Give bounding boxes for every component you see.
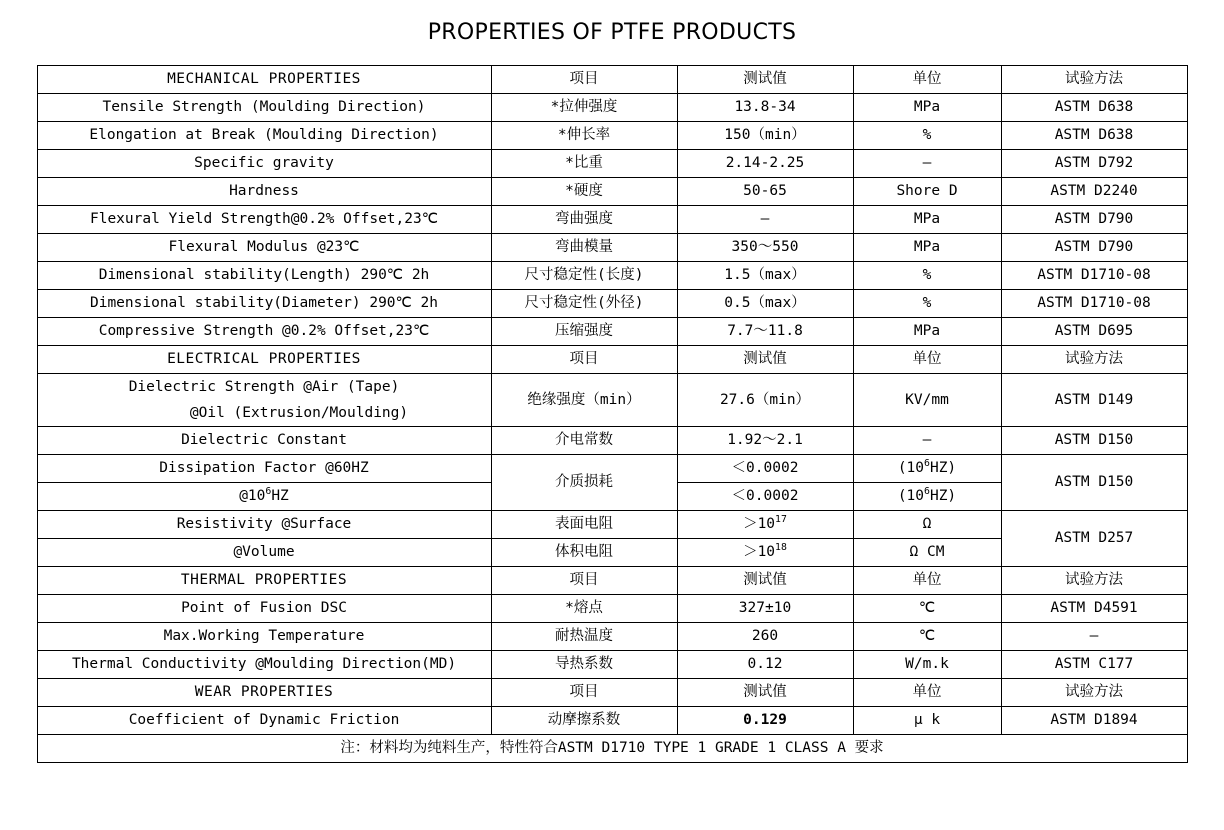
table-row: [37, 94, 1187, 122]
page-title: PROPERTIES OF PTFE PRODUCTS: [427, 20, 797, 45]
property-name-cn: 尺寸稳定性(外径): [491, 290, 677, 318]
table-section-header-electrical: [37, 346, 1187, 374]
table-row: [37, 234, 1187, 262]
property-name-cn: 尺寸稳定性(长度): [491, 262, 677, 290]
table-row: [37, 511, 1187, 539]
table-section-header-thermal: [37, 567, 1187, 595]
property-name-cn: 介电常数: [491, 427, 677, 455]
table-row: [37, 290, 1187, 318]
property-unit: %: [853, 262, 1001, 290]
property-name: Hardness: [37, 178, 491, 206]
property-value: 1.5（max）: [677, 262, 853, 290]
property-unit: ℃: [853, 595, 1001, 623]
property-unit: MPa: [853, 318, 1001, 346]
value-prefix: ＞10: [743, 516, 776, 533]
column-header-method: 试验方法: [1001, 66, 1187, 94]
column-header-method: 试验方法: [1001, 679, 1187, 707]
property-unit: Shore D: [853, 178, 1001, 206]
column-header-unit: 单位: [853, 346, 1001, 374]
property-name-line1: Dielectric Strength @Air (Tape): [128, 379, 400, 395]
section-title-thermal: THERMAL PROPERTIES: [37, 567, 491, 595]
property-method: ASTM D638: [1001, 94, 1187, 122]
table-row: [37, 122, 1187, 150]
property-unit: %: [853, 122, 1001, 150]
property-name-cn: 绝缘强度（min）: [491, 374, 677, 427]
property-value: —: [677, 206, 853, 234]
property-name: Max.Working Temperature: [37, 623, 491, 651]
value-prefix: ＞10: [743, 544, 776, 561]
value-exponent: 18: [775, 542, 787, 554]
column-header-unit: 单位: [853, 679, 1001, 707]
column-header-value: 测试值: [677, 679, 853, 707]
property-name-cn: 导热系数: [491, 651, 677, 679]
property-unit: W/m.k: [853, 651, 1001, 679]
section-title-electrical: ELECTRICAL PROPERTIES: [37, 346, 491, 374]
property-name-cn: 动摩擦系数: [491, 707, 677, 735]
property-name: Dielectric Constant: [37, 427, 491, 455]
property-method: ASTM D4591: [1001, 595, 1187, 623]
property-name: Point of Fusion DSC: [37, 595, 491, 623]
property-name: [37, 483, 491, 511]
property-value: [677, 511, 853, 539]
property-method: ASTM D2240: [1001, 178, 1187, 206]
table-row: [37, 206, 1187, 234]
table-row: [37, 150, 1187, 178]
property-value: 150（min）: [677, 122, 853, 150]
property-name: Thermal Conductivity @Moulding Direction(MD): [37, 651, 491, 679]
property-name: @Volume: [37, 539, 491, 567]
property-unit: Ω CM: [853, 539, 1001, 567]
table-row: [37, 455, 1187, 483]
property-unit: MPa: [853, 94, 1001, 122]
property-unit: MPa: [853, 206, 1001, 234]
property-name: Coefficient of Dynamic Friction: [37, 707, 491, 735]
property-unit: %: [853, 290, 1001, 318]
table-row: [37, 707, 1187, 735]
property-name-cn: *拉伸强度: [491, 94, 677, 122]
property-value: [677, 539, 853, 567]
table-note: 注：材料均为纯料生产，特性符合ASTM D1710 TYPE 1 GRADE 1 CLASS A 要求: [37, 735, 1187, 763]
column-header-value: 测试值: [677, 567, 853, 595]
property-method: ASTM C177: [1001, 651, 1187, 679]
property-method: ASTM D792: [1001, 150, 1187, 178]
unit-prefix: (10: [897, 460, 925, 477]
property-unit: μ k: [853, 707, 1001, 735]
property-method: —: [1001, 623, 1187, 651]
property-method: ASTM D695: [1001, 318, 1187, 346]
property-name-suffix: HZ: [271, 488, 289, 505]
table-row: [37, 262, 1187, 290]
property-method: ASTM D790: [1001, 234, 1187, 262]
property-name-cn: 弯曲模量: [491, 234, 677, 262]
property-value: ＜0.0002: [677, 483, 853, 511]
property-name-cn: 弯曲强度: [491, 206, 677, 234]
property-name-cn: *硬度: [491, 178, 677, 206]
column-header-item: 项目: [491, 346, 677, 374]
table-section-header-mechanical: [37, 66, 1187, 94]
column-header-method: 试验方法: [1001, 567, 1187, 595]
property-value: 1.92～2.1: [677, 427, 853, 455]
property-value: 0.12: [677, 651, 853, 679]
unit-suffix: HZ): [929, 460, 957, 477]
property-value: ＜0.0002: [677, 455, 853, 483]
unit-prefix: (10: [897, 488, 925, 505]
table-row: [37, 651, 1187, 679]
property-name-cn: *伸长率: [491, 122, 677, 150]
property-method: ASTM D638: [1001, 122, 1187, 150]
property-value: 0.129: [677, 707, 853, 735]
property-value: 2.14-2.25: [677, 150, 853, 178]
table-row: [37, 595, 1187, 623]
property-value: 50-65: [677, 178, 853, 206]
section-title-mechanical: MECHANICAL PROPERTIES: [37, 66, 491, 94]
table-row: [37, 374, 1187, 427]
property-unit: —: [853, 150, 1001, 178]
property-value: 327±10: [677, 595, 853, 623]
table-row: [37, 178, 1187, 206]
property-unit: KV/mm: [853, 374, 1001, 427]
property-unit: MPa: [853, 234, 1001, 262]
property-name: Specific gravity: [37, 150, 491, 178]
property-name: Flexural Modulus @23℃: [37, 234, 491, 262]
property-name-cn: 介质损耗: [491, 455, 677, 511]
property-method: ASTM D1710-08: [1001, 262, 1187, 290]
column-header-value: 测试值: [677, 346, 853, 374]
table-section-header-wear: [37, 679, 1187, 707]
value-exponent: 17: [775, 514, 787, 526]
property-unit: ℃: [853, 623, 1001, 651]
property-name: Dimensional stability(Diameter) 290℃ 2h: [37, 290, 491, 318]
property-method: ASTM D257: [1001, 511, 1187, 567]
property-method: ASTM D150: [1001, 455, 1187, 511]
property-name: Compressive Strength @0.2% Offset,23℃: [37, 318, 491, 346]
property-method: ASTM D1710-08: [1001, 290, 1187, 318]
unit-suffix: HZ): [929, 488, 957, 505]
property-value: 0.5（max）: [677, 290, 853, 318]
property-name-cn: 压缩强度: [491, 318, 677, 346]
property-name-cn: *比重: [491, 150, 677, 178]
column-header-unit: 单位: [853, 66, 1001, 94]
property-value: 27.6（min）: [677, 374, 853, 427]
property-name: Tensile Strength (Moulding Direction): [37, 94, 491, 122]
column-header-method: 试验方法: [1001, 346, 1187, 374]
property-name-exponent: 6: [265, 486, 272, 498]
unit-exponent: 6: [924, 486, 930, 498]
table-row: [37, 623, 1187, 651]
property-name: Elongation at Break (Moulding Direction): [37, 122, 491, 150]
property-name: Flexural Yield Strength@0.2% Offset,23℃: [37, 206, 491, 234]
property-name-cn: 耐热温度: [491, 623, 677, 651]
property-value: 13.8-34: [677, 94, 853, 122]
table-row: [37, 427, 1187, 455]
property-name-prefix: @10: [239, 488, 266, 505]
column-header-unit: 单位: [853, 567, 1001, 595]
property-name-dielectric-strength: [37, 374, 491, 427]
column-header-value: 测试值: [677, 66, 853, 94]
property-name-line2: @Oil (Extrusion/Moulding): [189, 405, 409, 421]
property-name: Dimensional stability(Length) 290℃ 2h: [37, 262, 491, 290]
property-value: 350～550: [677, 234, 853, 262]
property-method: ASTM D149: [1001, 374, 1187, 427]
property-value: 7.7～11.8: [677, 318, 853, 346]
property-unit: Ω: [853, 511, 1001, 539]
property-value: 260: [677, 623, 853, 651]
table-note-row: [37, 735, 1187, 763]
column-header-item: 项目: [491, 567, 677, 595]
property-unit: —: [853, 427, 1001, 455]
property-method: ASTM D790: [1001, 206, 1187, 234]
property-method: ASTM D150: [1001, 427, 1187, 455]
property-name-cn: 表面电阻: [491, 511, 677, 539]
property-name-cn: 体积电阻: [491, 539, 677, 567]
unit-exponent: 6: [924, 458, 930, 470]
document-page: [0, 20, 1224, 830]
property-method: ASTM D1894: [1001, 707, 1187, 735]
column-header-item: 项目: [491, 66, 677, 94]
properties-table: [37, 65, 1188, 763]
property-name: Dissipation Factor @60HZ: [37, 455, 491, 483]
property-unit: [853, 455, 1001, 483]
section-title-wear: WEAR PROPERTIES: [37, 679, 491, 707]
property-name-cn: *熔点: [491, 595, 677, 623]
column-header-item: 项目: [491, 679, 677, 707]
property-unit: [853, 483, 1001, 511]
table-row: [37, 318, 1187, 346]
property-name: Resistivity @Surface: [37, 511, 491, 539]
